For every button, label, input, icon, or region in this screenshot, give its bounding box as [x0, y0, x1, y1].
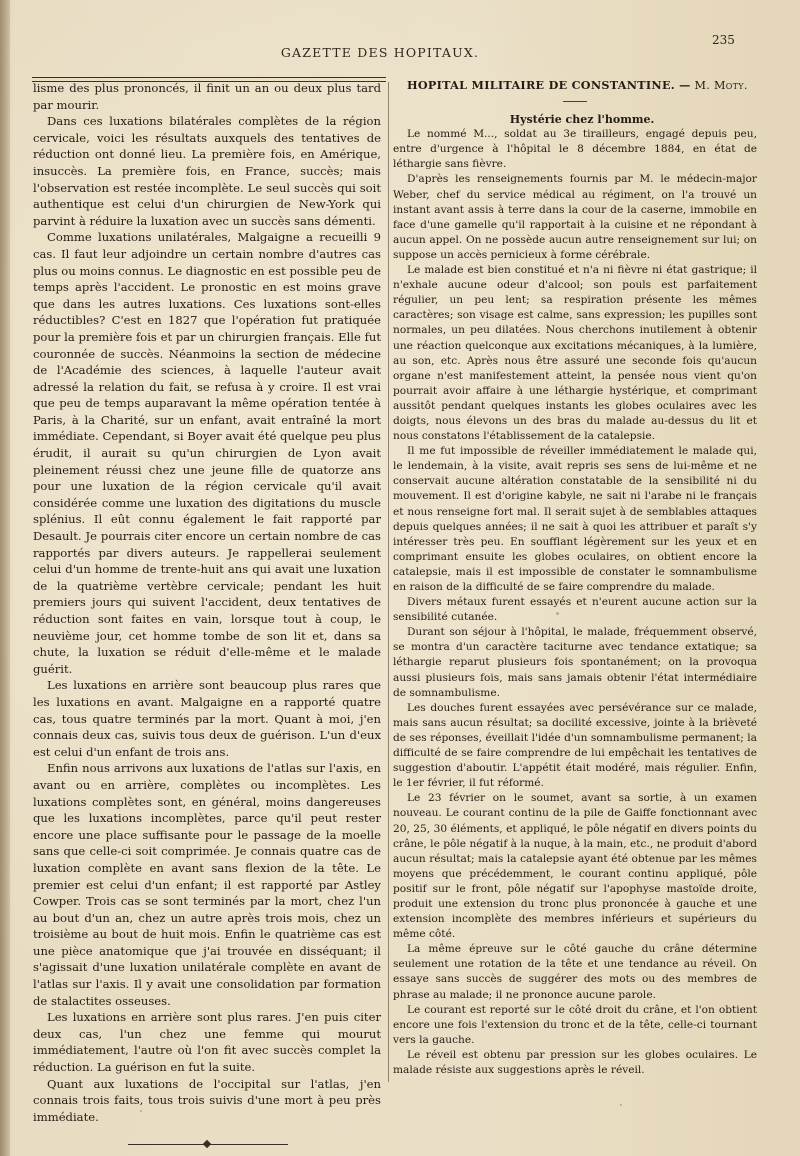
paragraph: Le 23 février on le soumet, avant sa sortie, à un examen nouveau. Le courant continu de la pile de Gaiffe fonctionnant avec 20, 25, 30 éléments, et appliqué, le pôle négatif en divers points du crâne, le pôle négatif à la nuque, à la main, etc., ne produit d'abord aucun résultat; mais la catalepsie ayant été obtenue par les mêmes moyens que précédemment, le courant continu appliqué, pôle positif sur le front, pôle négatif sur l'apophyse mastoïde droite, produit une extension du tronc plus prononcée à gauche et une extension incomplète des membres inférieurs et supérieurs du même côté. — [393, 792, 757, 941]
paragraph: Le malade est bien constitué et n'a ni fièvre ni état gastrique; il n'exhale aucune odeur d'alcool; son pouls est parfaitement régulier, un peu lent; sa respiration présente les mêmes caractères; son visage est calme, sans expression; les pupilles sont normales, un peu dilatées. Nous cherchons inutilement à obtenir une réaction quelconque aux excitations mécaniques, à la lumière, au son, etc. Après nous être assuré une seconde fois qu'aucun organe n'est manifestement atteint, la pensée nous vient qu'on pourrait avoir affaire à une léthargie hystérique, et comprimant aussitôt pendant quelques instants les globes oculaires avec les doigts, nous élevons un des bras du malade au-dessus du lit et nous constatons l'établissement de la catalepsie. — [393, 264, 757, 443]
paragraph: Le nommé M..., soldat au 3e tirailleurs, engagé depuis peu, entre d'urgence à l'hôpital le 8 décembre 1884, en état de léthargie sans fièvre. — [393, 128, 757, 171]
paper-speck — [620, 1104, 622, 1106]
section-heading — [393, 78, 757, 93]
paragraph: Durant son séjour à l'hôpital, le malade, fréquemment observé, se montra d'un caractère taciturne avec tendance extatique; sa léthargie reparut plusieurs fois spontanément; on la provoqua aussi plusieurs fois, mais sans jamais obtenir l'état intermédiaire de somnambulisme. — [393, 626, 757, 699]
paragraph: Le réveil est obtenu par pression sur les globes oculaires. Le malade résiste aux suggestions après le réveil. — [393, 1048, 757, 1076]
page-number: 235 — [712, 33, 735, 47]
section-end-ornament — [128, 1141, 288, 1147]
paragraph: La même épreuve sur le côté gauche du crâne détermine seulement une rotation de la tête et une tendance au réveil. On essaye sans succès de suggérer des mots ou des membres de phrase au malade; il ne prononce aucune parole. — [393, 943, 757, 1001]
paragraph: lisme des plus prononcés, il finit un an ou deux plus tard par mourir. — [33, 81, 381, 112]
paragraph: Les luxations en arrière sont plus rares. J'en puis citer deux cas, l'un chez une femme qui mourut immédiatement, l'autre où l'on fit avec succès complet la réduction. La guérison en fut la suite. — [33, 1010, 381, 1075]
paragraph: Quant aux luxations de l'occipital sur l'atlas, j'en connais trois faits, tous trois suivis d'une mort à peu près immédiate. — [33, 1076, 381, 1124]
binding-edge — [0, 0, 10, 1156]
article-title: Hystérie chez l'homme. — [509, 113, 655, 127]
paper-speck — [140, 1110, 142, 1112]
short-rule — [563, 101, 587, 102]
paragraph: Enfin nous arrivons aux luxations de l'atlas sur l'axis, en avant ou en arrière, complètes ou incomplètes. Les luxations complètes sont, en général, moins dangereuses que les luxations incomplètes, parce qu'il peut rester encore une place suffisante pour le passage de la moelle sans que celle-ci soit comprimée. Je connais quatre cas de luxation complète en avant sans flexion de la tête. Le premier est celui d'un enfant; il est rapporté par Astley Cowper. Trois cas se sont terminés par la mort, chez l'un au bout d'un an, chez un autre après trois mois, chez un troisième au bout de huit mois. Enfin le quatrième cas est une pièce anatomique que j'ai trouvée en disséquant; il s'agissait d'une luxation unilatérale complète en avant de l'atlas sur l'axis. Il y avait une consolidation par formation de stalactites osseuses. — [33, 761, 381, 1008]
paper-speck — [556, 612, 559, 615]
paragraph: Les douches furent essayées avec persévérance sur ce malade, mais sans aucun résultat; sa docilité excessive, jointe à la brièveté de ses réponses, éveillait l'idée d'un somnambulisme permanent; la difficulté de se faire comprendre de lui empêchait les tentatives de suggestion d'aboutir. L'appétit était modéré, mais régulier. Enfin, le 1er février, il fut réformé. — [393, 701, 757, 790]
paragraph: Comme luxations unilatérales, Malgaigne a recueilli 9 cas. Il faut leur adjoindre un certain nombre d'autres cas plus ou moins connus. Le diagnostic en est possible peu de temps après l'accident. Le pronostic en est moins grave que dans les autres luxations. Ces luxations sont-elles réductibles? C'est en 1827 que l'opération fut pratiquée pour la première fois et par un chirurgien français. Elle fut couronnée de succès. Néanmoins la section de médecine de l'Académie des sciences, à laquelle l'auteur avait adressé la relation du fait, se refusa à y croire. Il est vrai que peu de temps auparavant la même opération tentée à Paris, à la Charité, sur un enfant, avait entraîné la mort immédiate. Cependant, si Boyer avait été quelque peu plus érudit, il aurait su qu'un chirurgien de Lyon avait pleinement réussi chez une jeune fille de quatorze ans pour une luxation de la région cervicale qu'il avait considérée comme une luxation des digitations du muscle splénius. Il eût connu également le fait rapporté par Desault. Je pourrais citer encore un certain nombre de cas rapportés par divers auteurs. Je rappellerai seulement celui d'un homme de trente-huit ans qui avait une luxation de la quatrième vertèbre cervicale; pendant les huit premiers jours qui suivent l'accident, deux tentatives de réduction sont faites en vain, lorsque tout à coup, le neuvième jour, cet homme tombe de son lit et, dans sa chute, la luxation se réduit d'elle-même et le malade guérit. — [33, 230, 381, 676]
paragraph: Les luxations en arrière sont beaucoup plus rares que les luxations en avant. Malgaigne en a rapporté quatre cas, tous quatre terminés par la mort. Quant à moi, j'en connais deux cas, suivis tous deux de guérison. L'un d'eux est celui d'un enfant de trois ans. — [33, 678, 381, 759]
paragraph: Divers métaux furent essayés et n'eurent aucune action sur la sensibilité cutanée. — [393, 596, 757, 624]
section-heading-hospital: HOPITAL MILITAIRE DE CONSTANTINE. — — [407, 78, 691, 92]
left-column — [33, 80, 381, 1147]
ornament-diamond — [203, 1140, 211, 1148]
right-column — [393, 78, 757, 1078]
section-heading-author: M. Moty. — [694, 79, 748, 92]
paragraph: Le courant est reporté sur le côté droit du crâne, et l'on obtient encore une fois l'extension du tronc et de la tête, celle-ci tournant vers la gauche. — [393, 1003, 757, 1046]
paragraph: D'après les renseignements fournis par M. le médecin-major Weber, chef du service médical au régiment, on l'a trouvé un instant avant assis à terre dans la cour de la caserne, immobile en face d'une gamelle qu'il rapportait à la cuisine et ne répondant à aucun appel. On ne possède aucun autre renseignement sur lui; on suppose un accès pernicieux à forme cérébrale. — [393, 173, 757, 261]
paragraph: Il me fut impossible de réveiller immédiatement le malade qui, le lendemain, à la visite, avait repris ses sens de lui-même et ne conservait aucune altération constatable de la sensibilité ni du mouvement. Il est d'origine kabyle, ne sait ni l'arabe ni le français et nous renseigne fort mal. Il serait sujet à de semblables attaques depuis quelques années; il ne sait à quoi les attribuer et paraît s'y intéresser très peu. En soufflant légèrement sur les yeux et en comprimant ensuite les globes oculaires, on obtient encore la catalepsie, mais il est impossible de constater le somnambulisme en raison de la difficulté de se faire comprendre du malade. — [393, 445, 757, 593]
column-divider — [388, 82, 389, 1082]
running-title: GAZETTE DES HOPITAUX. — [280, 45, 480, 60]
paragraph: Dans ces luxations bilatérales complètes de la région cervicale, voici les résultats auxquels des tentatives de réduction ont donné lieu. La première fois, en Amérique, insuccès. La première fois, en France, succès; mais l'observation est restée incomplète. Le seul succès qui soit authentique est celui d'un chirurgien de New-York qui parvint à réduire la luxation avec un succès sans démenti. — [33, 114, 381, 228]
